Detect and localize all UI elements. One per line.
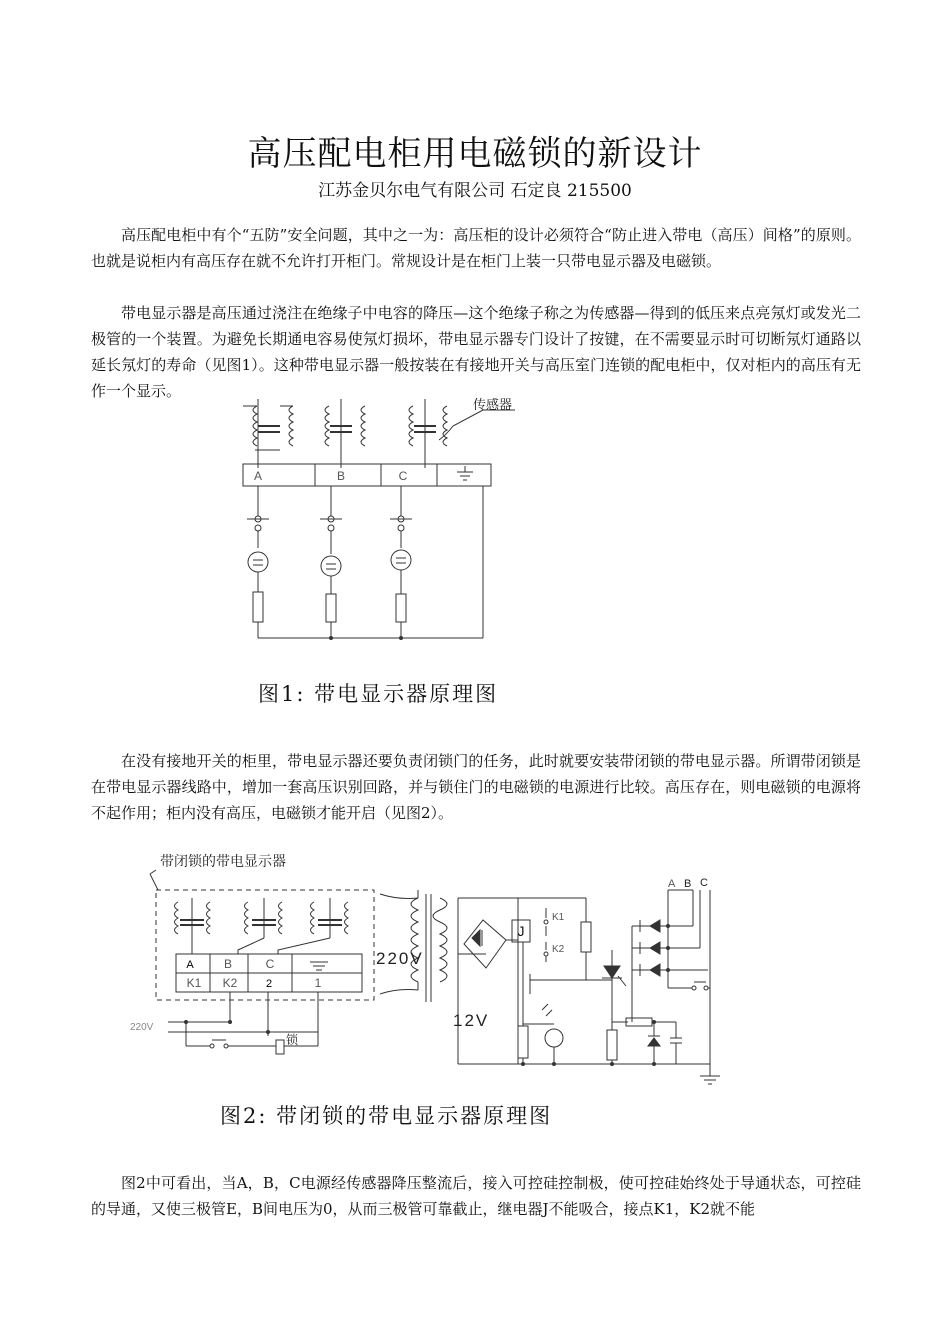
fig2-relay-label: J <box>517 923 525 939</box>
fig2-secondary-voltage: 12V <box>453 1011 490 1030</box>
fig2-contact-k1: K1 <box>552 912 565 923</box>
fig2-terminal-1: 1 <box>314 976 322 990</box>
paragraph-1: 高压配电柜中有个“五防”安全问题，其中之一为：高压柜的设计必须符合“防止进入带电（高压）间格”的原则。也就是说柜内有高压存在就不允许打开柜门。常规设计是在柜门上装一只带电显示器及电磁锁。 <box>91 226 861 270</box>
paragraph-3: 在没有接地开关的柜里，带电显示器还要负责闭锁门的任务，此时就要安装带闭锁的带电显示器。所谓带闭锁是在带电显示器线路中，增加一套高压识别回路，并与锁住门的电磁锁的电源进行比较。高压存在，则电磁锁的电源将不起作用；柜内没有高压，电磁锁才能开启（见图2）。 <box>91 752 861 822</box>
fig1-sensor-label: 传感器 <box>473 397 513 412</box>
fig1-terminal-a: A <box>253 469 263 483</box>
paper-title: 高压配电柜用电磁锁的新设计 <box>247 134 703 174</box>
figure-2-circuit-diagram <box>128 850 728 1100</box>
fig2-box-label: 带闭锁的带电显示器 <box>160 853 286 869</box>
fig2-terminal-k1: K1 <box>186 976 202 990</box>
fig2-sensor-icons <box>175 898 349 954</box>
fig2-terminal-k2: K2 <box>222 976 238 990</box>
fig2-lock-label: 锁 <box>286 1033 299 1047</box>
fig2-phase-a: A <box>668 878 676 890</box>
fig2-terminal-b: B <box>223 957 233 971</box>
fig2-terminal-a: A <box>186 959 194 971</box>
figure-2-caption: 图2: 带闭锁的带电显示器原理图 <box>220 1104 553 1128</box>
fig2-220v-small-label: 220V <box>130 1022 154 1033</box>
author-byline: 江苏金贝尔电气有限公司 石定良 215500 <box>318 181 632 201</box>
fig2-contact-k2: K2 <box>552 944 565 955</box>
paragraph-2: 带电显示器是高压通过浇注在绝缘子中电容的降压—这个绝缘子称之为传感器—得到的低压来点亮氖灯或发光二极管的一个装置。为避免长期通电容易使氖灯损坏，带电显示器专门设计了按键，在不需要显示时可切断氖灯通路以延长氖灯的寿命（见图1）。这种带电显示器一般按装在有接地开关与高压室门连锁的配电柜中，仅对柜内的高压有无作一个显示。 <box>91 304 861 400</box>
fig2-terminal-c: C <box>265 957 275 971</box>
sensor-icon-a <box>243 399 293 468</box>
fig2-primary-voltage: 220V <box>376 949 424 968</box>
fig2-phase-c: C <box>700 877 708 889</box>
fig1-terminal-b: B <box>336 469 346 483</box>
figure-1-circuit-diagram <box>225 392 535 652</box>
sensor-icon-b <box>325 399 365 468</box>
figure-1-caption: 图1: 带电显示器原理图 <box>258 682 499 706</box>
fig1-terminal-c: C <box>398 469 408 483</box>
fig2-phase-b: B <box>684 878 692 890</box>
paragraph-4: 图2中可看出，当A，B，C电源经传感器降压整流后，接入可控硅控制极，使可控硅始终处于导通状态，可控硅的导通，又使三极管E，B间电压为0，从而三极管可靠截止，继电器J不能吸合，接点K1，K2就不能 <box>91 1174 861 1218</box>
fig2-terminal-2: 2 <box>265 978 273 990</box>
